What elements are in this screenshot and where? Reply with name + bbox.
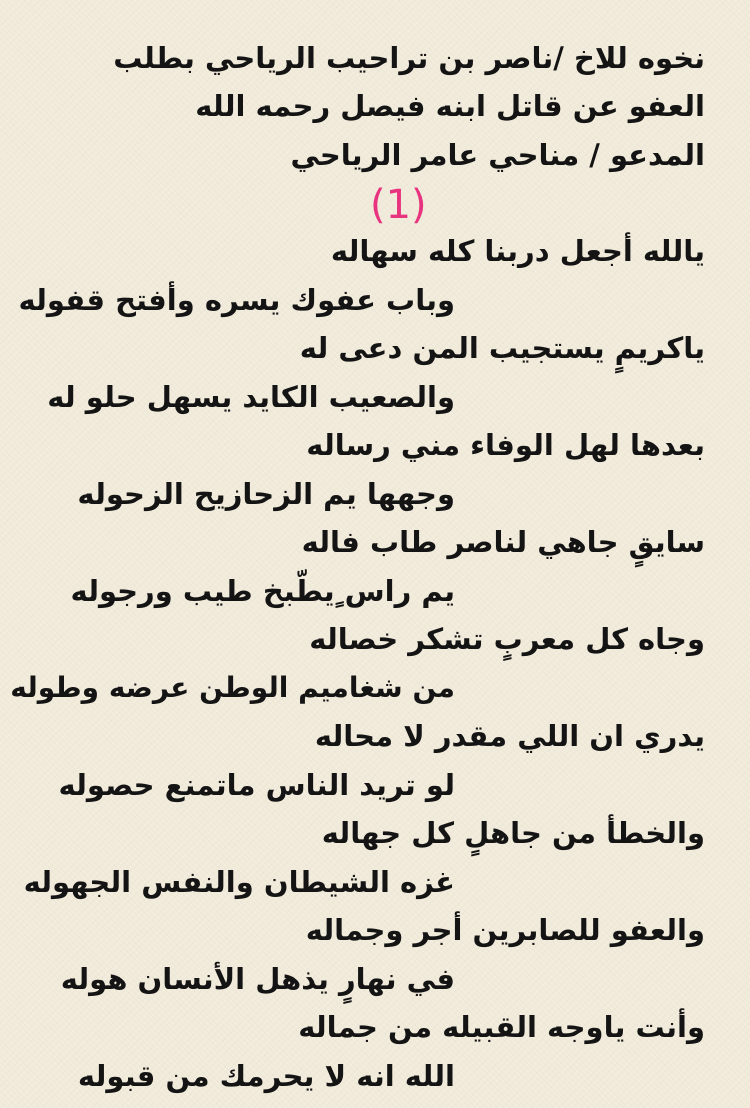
poem-header-line-3: المدعو / مناحي عامر الرياحي xyxy=(290,138,705,172)
verse-1-second-hemistich: وباب عفوك يسره وأفتح قفوله xyxy=(18,283,455,317)
verse-1-first-hemistich: يالله أجعل دربنا كله سهاله xyxy=(330,234,705,268)
poem-header-line-1: نخوه للاخ /ناصر بن تراحيب الرياحي بطلب xyxy=(113,41,705,75)
verse-3-first-hemistich: بعدها لهل الوفاء مني رساله xyxy=(306,428,705,462)
verse-8-first-hemistich: والعفو للصابرين أجر وجماله xyxy=(305,913,705,947)
verse-8-second-hemistich: في نهارٍ يذهل الأنسان هوله xyxy=(60,962,455,996)
verse-3-second-hemistich: وجهها يم الزحازيح الزحوله xyxy=(77,477,455,511)
verse-7-second-hemistich: غزه الشيطان والنفس الجهوله xyxy=(23,865,455,899)
verse-7-first-hemistich: والخطأ من جاهلٍ كل جهاله xyxy=(321,816,705,850)
verse-2-first-hemistich: ياكريمٍ يستجيب المن دعى له xyxy=(299,331,705,365)
verse-5-second-hemistich: من شغاميم الوطن عرضه وطوله xyxy=(10,671,455,704)
verse-5-first-hemistich: وجاه كل معربٍ تشكر خصاله xyxy=(309,622,705,656)
verse-2-second-hemistich: والصعيب الكايد يسهل حلو له xyxy=(47,380,455,414)
page-number-marker: (1) xyxy=(370,182,427,228)
verse-4-second-hemistich: يم راس ٍيطّبخ طيب ورجوله xyxy=(70,574,455,608)
poem-header-line-2: العفو عن قاتل ابنه فيصل رحمه الله xyxy=(195,89,705,123)
verse-4-first-hemistich: سايقٍ جاهي لناصر طاب فاله xyxy=(301,525,705,559)
verse-6-second-hemistich: لو تريد الناس ماتمنع حصوله xyxy=(58,768,455,802)
verse-9-first-hemistich: وأنت ياوجه القبيله من جماله xyxy=(298,1010,705,1044)
verse-6-first-hemistich: يدري ان اللي مقدر لا محاله xyxy=(314,719,705,753)
verse-9-second-hemistich: الله انه لا يحرمك من قبوله xyxy=(77,1059,455,1093)
